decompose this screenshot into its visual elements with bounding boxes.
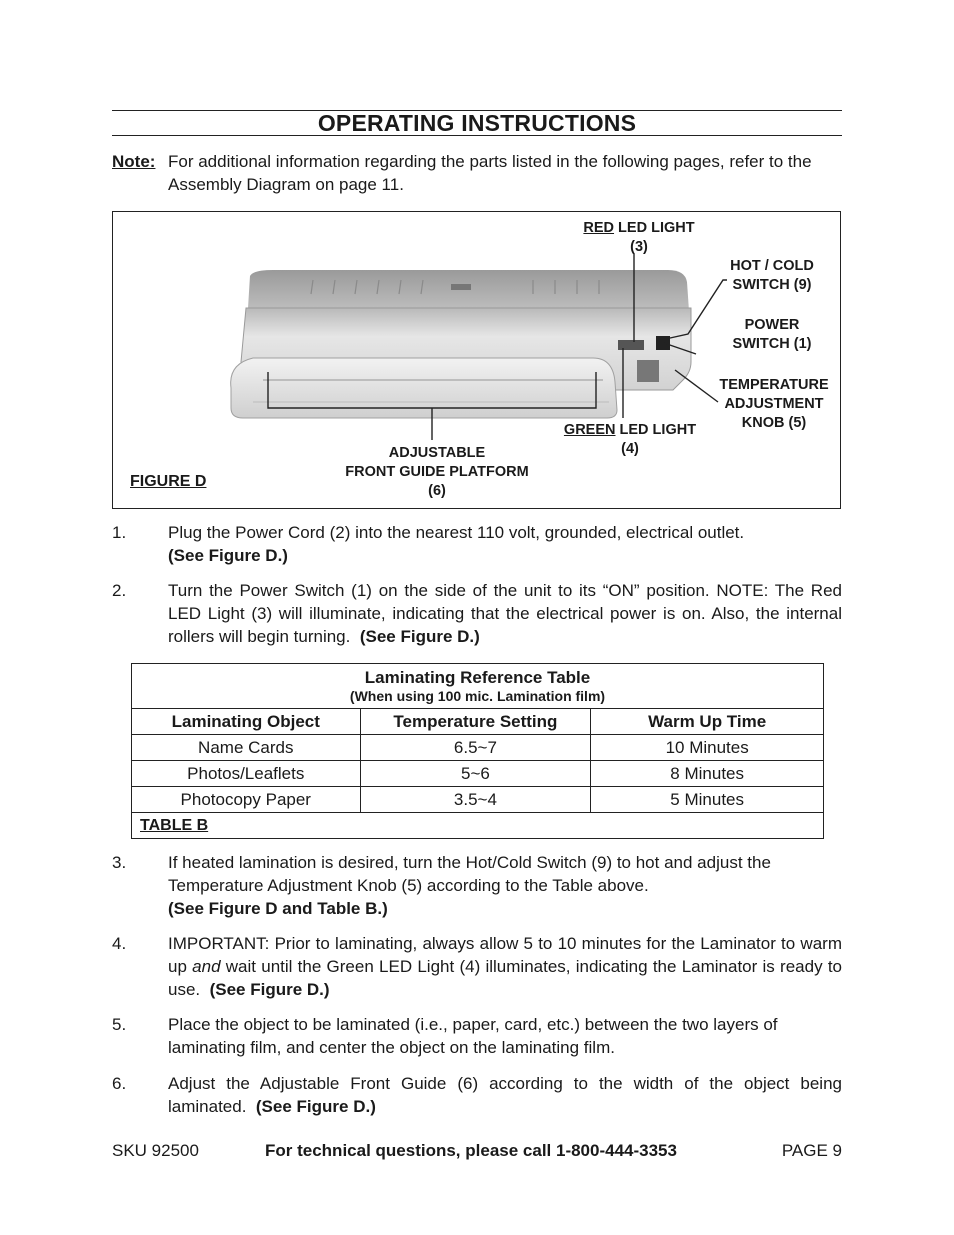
column-header: Temperature Setting: [360, 709, 591, 735]
table-cell: 8 Minutes: [591, 761, 823, 787]
temperature-knob[interactable]: [637, 360, 659, 382]
step-text: If heated lamination is desired, turn the Hot/Cold Switch (9) to hot and adjust the Temperature Adjustment Knob (5) according to the Table above.: [168, 853, 771, 895]
step-text-a: IMPORTANT: Prior to laminating, always allow 5 to 10 minutes for the Laminator to warm up: [168, 934, 842, 976]
step-ref: (See Figure D.): [359, 627, 480, 646]
page-title-bar: [112, 110, 842, 136]
footer-page-number: PAGE 9: [781, 1141, 842, 1160]
table-subtitle: (When using 100 mic. Lamination film): [349, 688, 606, 704]
callout-red-led: [565, 219, 713, 257]
table-cell: 5 Minutes: [591, 787, 823, 813]
power-line1: POWER: [744, 317, 800, 333]
footer-sku: SKU 92500: [112, 1141, 199, 1160]
note-text: For additional information regarding the parts listed in the following pages, refer to the Assembly Diagram on page 11.: [168, 152, 812, 194]
table-row: [132, 761, 823, 787]
guide-line2: FRONT GUIDE PLATFORM: [345, 464, 529, 480]
note-label: Note:: [112, 152, 156, 171]
step-ref: (See Figure D.): [209, 980, 330, 999]
green-led-num: (4): [621, 441, 639, 457]
step-ref: (See Figure D.): [168, 546, 288, 565]
temp-line2: ADJUSTMENT: [724, 396, 824, 412]
figure-d: [112, 211, 841, 509]
guide-line1: ADJUSTABLE: [388, 445, 486, 461]
step-text: Plug the Power Cord (2) into the nearest 110 volt, grounded, electrical outlet.: [168, 523, 745, 542]
step-1: [112, 521, 842, 567]
table-cell: 3.5~4: [360, 787, 591, 813]
callout-hot-cold: [716, 257, 828, 295]
table-header-row: [132, 709, 823, 735]
table-cell: Name Cards: [132, 735, 360, 761]
column-header: Warm Up Time: [591, 709, 823, 735]
callout-green-led: [551, 421, 709, 459]
note: [112, 150, 842, 196]
step-text: Place the object to be laminated (i.e., paper, card, etc.) between the two layers of laminating film, and center the object on the laminating film.: [168, 1015, 778, 1057]
table-cell: 5~6: [360, 761, 591, 787]
step-text: Adjust the Adjustable Front Guide (6) according to the width of the object being laminated.: [168, 1074, 842, 1116]
hot-cold-line1: HOT / COLD: [730, 258, 814, 274]
callout-temperature: [711, 376, 837, 433]
step-text: Turn the Power Switch (1) on the side of the unit to its “ON” position. NOTE: The Red LED Light (3) will illuminate, indicating that the electrical power is on. Also, the internal rollers will begin turning.: [168, 581, 842, 646]
table-cell: Photos/Leaflets: [132, 761, 360, 787]
step-italic: and: [192, 957, 221, 976]
callout-front-guide: [327, 444, 547, 501]
front-guide-platform: [231, 358, 617, 418]
hot-cold-line2: SWITCH (9): [732, 277, 812, 293]
table-row: [132, 735, 823, 761]
table-cell: 6.5~7: [360, 735, 591, 761]
step-number: 5.: [112, 1015, 127, 1034]
step-6: [112, 1072, 842, 1118]
step-number: 4.: [112, 934, 127, 953]
step-2: [112, 579, 842, 648]
table-title: Laminating Reference Table: [364, 668, 591, 687]
reference-table: [131, 663, 824, 839]
step-number: 3.: [112, 853, 127, 872]
step-ref: (See Figure D.): [255, 1097, 376, 1116]
table-cell: 10 Minutes: [591, 735, 823, 761]
guide-line3: (6): [428, 483, 446, 499]
table-cell: Photocopy Paper: [132, 787, 360, 813]
footer-support: For technical questions, please call 1-800-444-3353: [265, 1141, 677, 1160]
step-4: [112, 932, 842, 1001]
step-number: 2.: [112, 581, 127, 600]
table-caption: [132, 664, 823, 709]
power-line2: SWITCH (1): [732, 336, 812, 352]
top-emblem: [451, 284, 471, 290]
table-row: [132, 787, 823, 813]
temp-line3: KNOB (5): [741, 415, 807, 431]
red-led-label: LED LIGHT: [614, 220, 695, 236]
step-number: 1.: [112, 523, 127, 542]
step-number: 6.: [112, 1074, 127, 1093]
red-word: RED: [583, 220, 615, 236]
temp-line1: TEMPERATURE: [719, 377, 829, 393]
figure-label: FIGURE D: [130, 473, 207, 490]
step-ref: (See Figure D and Table B.): [168, 899, 388, 918]
red-led-num: (3): [630, 239, 648, 255]
step-text-b: wait until the Green LED Light (4) illuminates, indicating the Laminator is ready to use.: [168, 957, 842, 999]
green-led-label: LED LIGHT: [615, 422, 697, 438]
step-5: [112, 1013, 842, 1059]
green-word: GREEN: [563, 422, 616, 438]
table-label: TABLE B: [140, 817, 209, 834]
column-header: Laminating Object: [132, 709, 360, 735]
step-3: [112, 851, 842, 920]
led-panel: [618, 340, 644, 350]
page-title: OPERATING INSTRUCTIONS: [317, 110, 637, 136]
callout-power: [716, 316, 828, 354]
